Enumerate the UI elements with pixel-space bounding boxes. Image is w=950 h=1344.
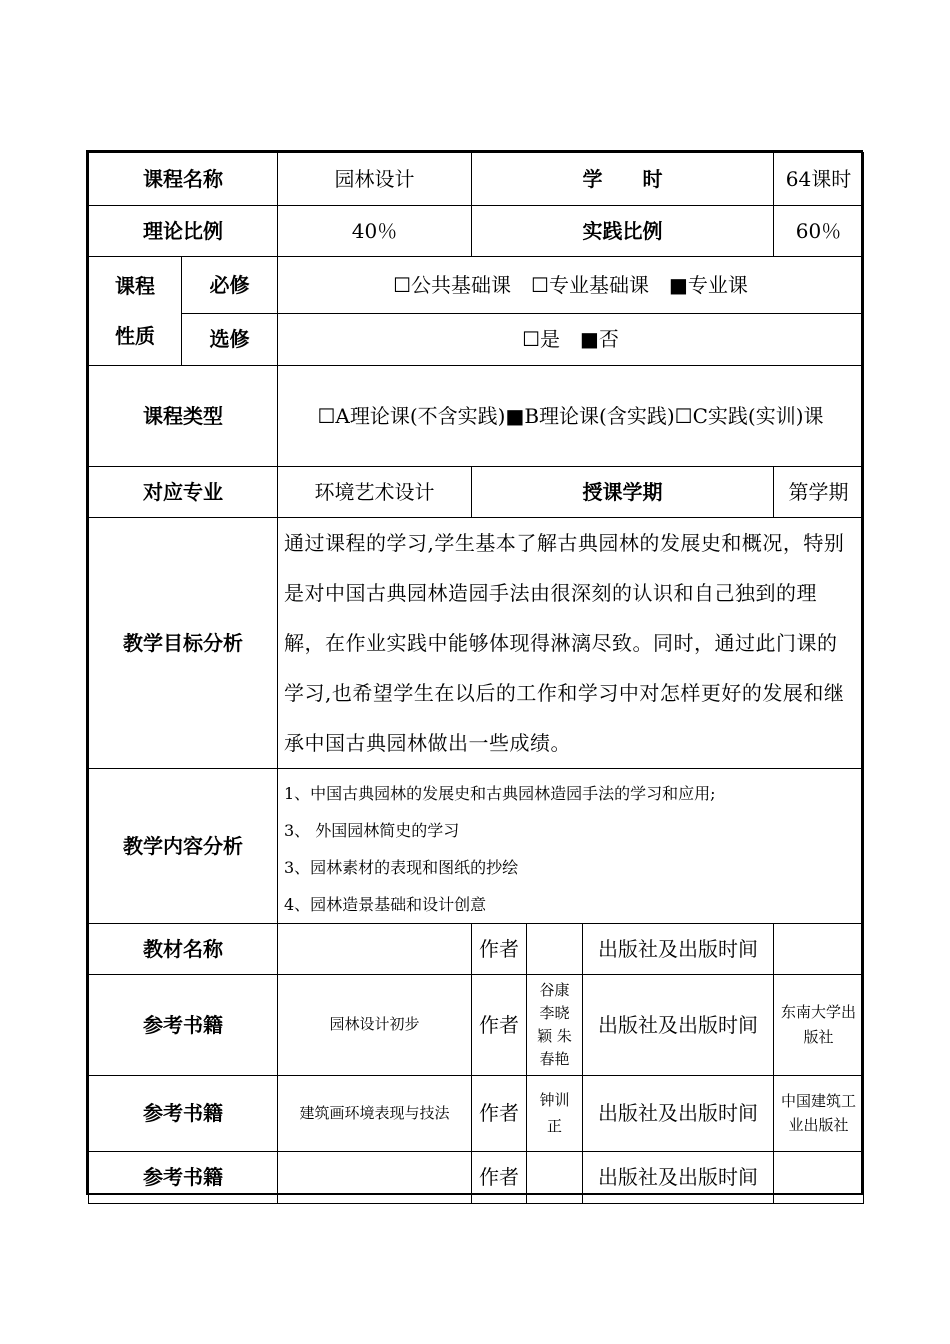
- major-label: 对应专业: [89, 467, 278, 518]
- hours-label: 学 时: [472, 153, 774, 206]
- reference-publisher-label-3: 出版社及出版时间: [583, 1152, 774, 1204]
- semester-value: 第学期: [774, 467, 864, 518]
- content-label: 教学内容分析: [89, 769, 278, 924]
- textbook-publisher-label: 出版社及出版时间: [583, 924, 774, 975]
- reference-publisher-2: 中国建筑工业出版社: [774, 1076, 864, 1152]
- course-info-form: [86, 150, 863, 1195]
- content-item-2: 3、 外国园林简史的学习: [284, 821, 460, 840]
- reference-publisher-label-2: 出版社及出版时间: [583, 1076, 774, 1152]
- theory-ratio-label: 理论比例: [89, 206, 278, 257]
- content-list: [278, 769, 864, 924]
- reference-author-label-2: 作者: [472, 1076, 527, 1152]
- reference-title-3: [278, 1152, 472, 1204]
- content-item-4: 4、园林造景基础和设计创意: [284, 895, 487, 914]
- textbook-title: [278, 924, 472, 975]
- elective-label: 选修: [182, 314, 278, 366]
- required-options: ☐公共基础课 ☐专业基础课 ■专业课: [278, 257, 864, 314]
- objective-text: 通过课程的学习,学生基本了解古典园林的发展史和概况，特别是对中国古典园林造园手法由很深刻的认识和自己独到的理解，在作业实践中能够体现得淋漓尽致。同时，通过此门课的学习,也希望学生在以后的工作和学习中对怎样更好的发展和继承中国古典园林做出一些成绩。: [278, 518, 864, 769]
- reference-publisher-label-1: 出版社及出版时间: [583, 975, 774, 1076]
- course-nature-label-line1: 课程: [115, 274, 155, 298]
- reference-author-label-3: 作者: [472, 1152, 527, 1204]
- objective-label: 教学目标分析: [89, 518, 278, 769]
- reference-author-2: 钟训正: [527, 1076, 583, 1152]
- course-nature-label-line2: 性质: [115, 324, 155, 348]
- reference-title-1: 园林设计初步: [278, 975, 472, 1076]
- content-item-1: 1、中国古典园林的发展史和古典园林造园手法的学习和应用;: [284, 784, 716, 803]
- textbook-author-label: 作者: [472, 924, 527, 975]
- course-type-label: 课程类型: [89, 366, 278, 467]
- required-label: 必修: [182, 257, 278, 314]
- elective-options: ☐是 ■否: [278, 314, 864, 366]
- semester-label: 授课学期: [472, 467, 774, 518]
- course-name-label: 课程名称: [89, 153, 278, 206]
- textbook-author: [527, 924, 583, 975]
- reference-publisher-1: 东南大学出版社: [774, 975, 864, 1076]
- practice-ratio-value: 60％: [774, 206, 864, 257]
- hours-value: 64课时: [774, 153, 864, 206]
- course-type-options: ☐A理论课(不含实践)■B理论课(含实践)☐C实践(实训)课: [278, 366, 864, 467]
- reference-author-label-1: 作者: [472, 975, 527, 1076]
- course-name-value: 园林设计: [278, 153, 472, 206]
- textbook-label: 教材名称: [89, 924, 278, 975]
- textbook-publisher: [774, 924, 864, 975]
- reference-label-2: 参考书籍: [89, 1076, 278, 1152]
- practice-ratio-label: 实践比例: [472, 206, 774, 257]
- reference-label-3: 参考书籍: [89, 1152, 278, 1204]
- reference-title-2: 建筑画环境表现与技法: [278, 1076, 472, 1152]
- reference-publisher-3: [774, 1152, 864, 1204]
- theory-ratio-value: 40％: [278, 206, 472, 257]
- content-item-3: 3、园林素材的表现和图纸的抄绘: [284, 858, 519, 877]
- reference-author-1: 谷康李晓颖 朱春艳: [527, 975, 583, 1076]
- major-value: 环境艺术设计: [278, 467, 472, 518]
- reference-author-3: [527, 1152, 583, 1204]
- course-nature-label: [89, 257, 182, 366]
- reference-label-1: 参考书籍: [89, 975, 278, 1076]
